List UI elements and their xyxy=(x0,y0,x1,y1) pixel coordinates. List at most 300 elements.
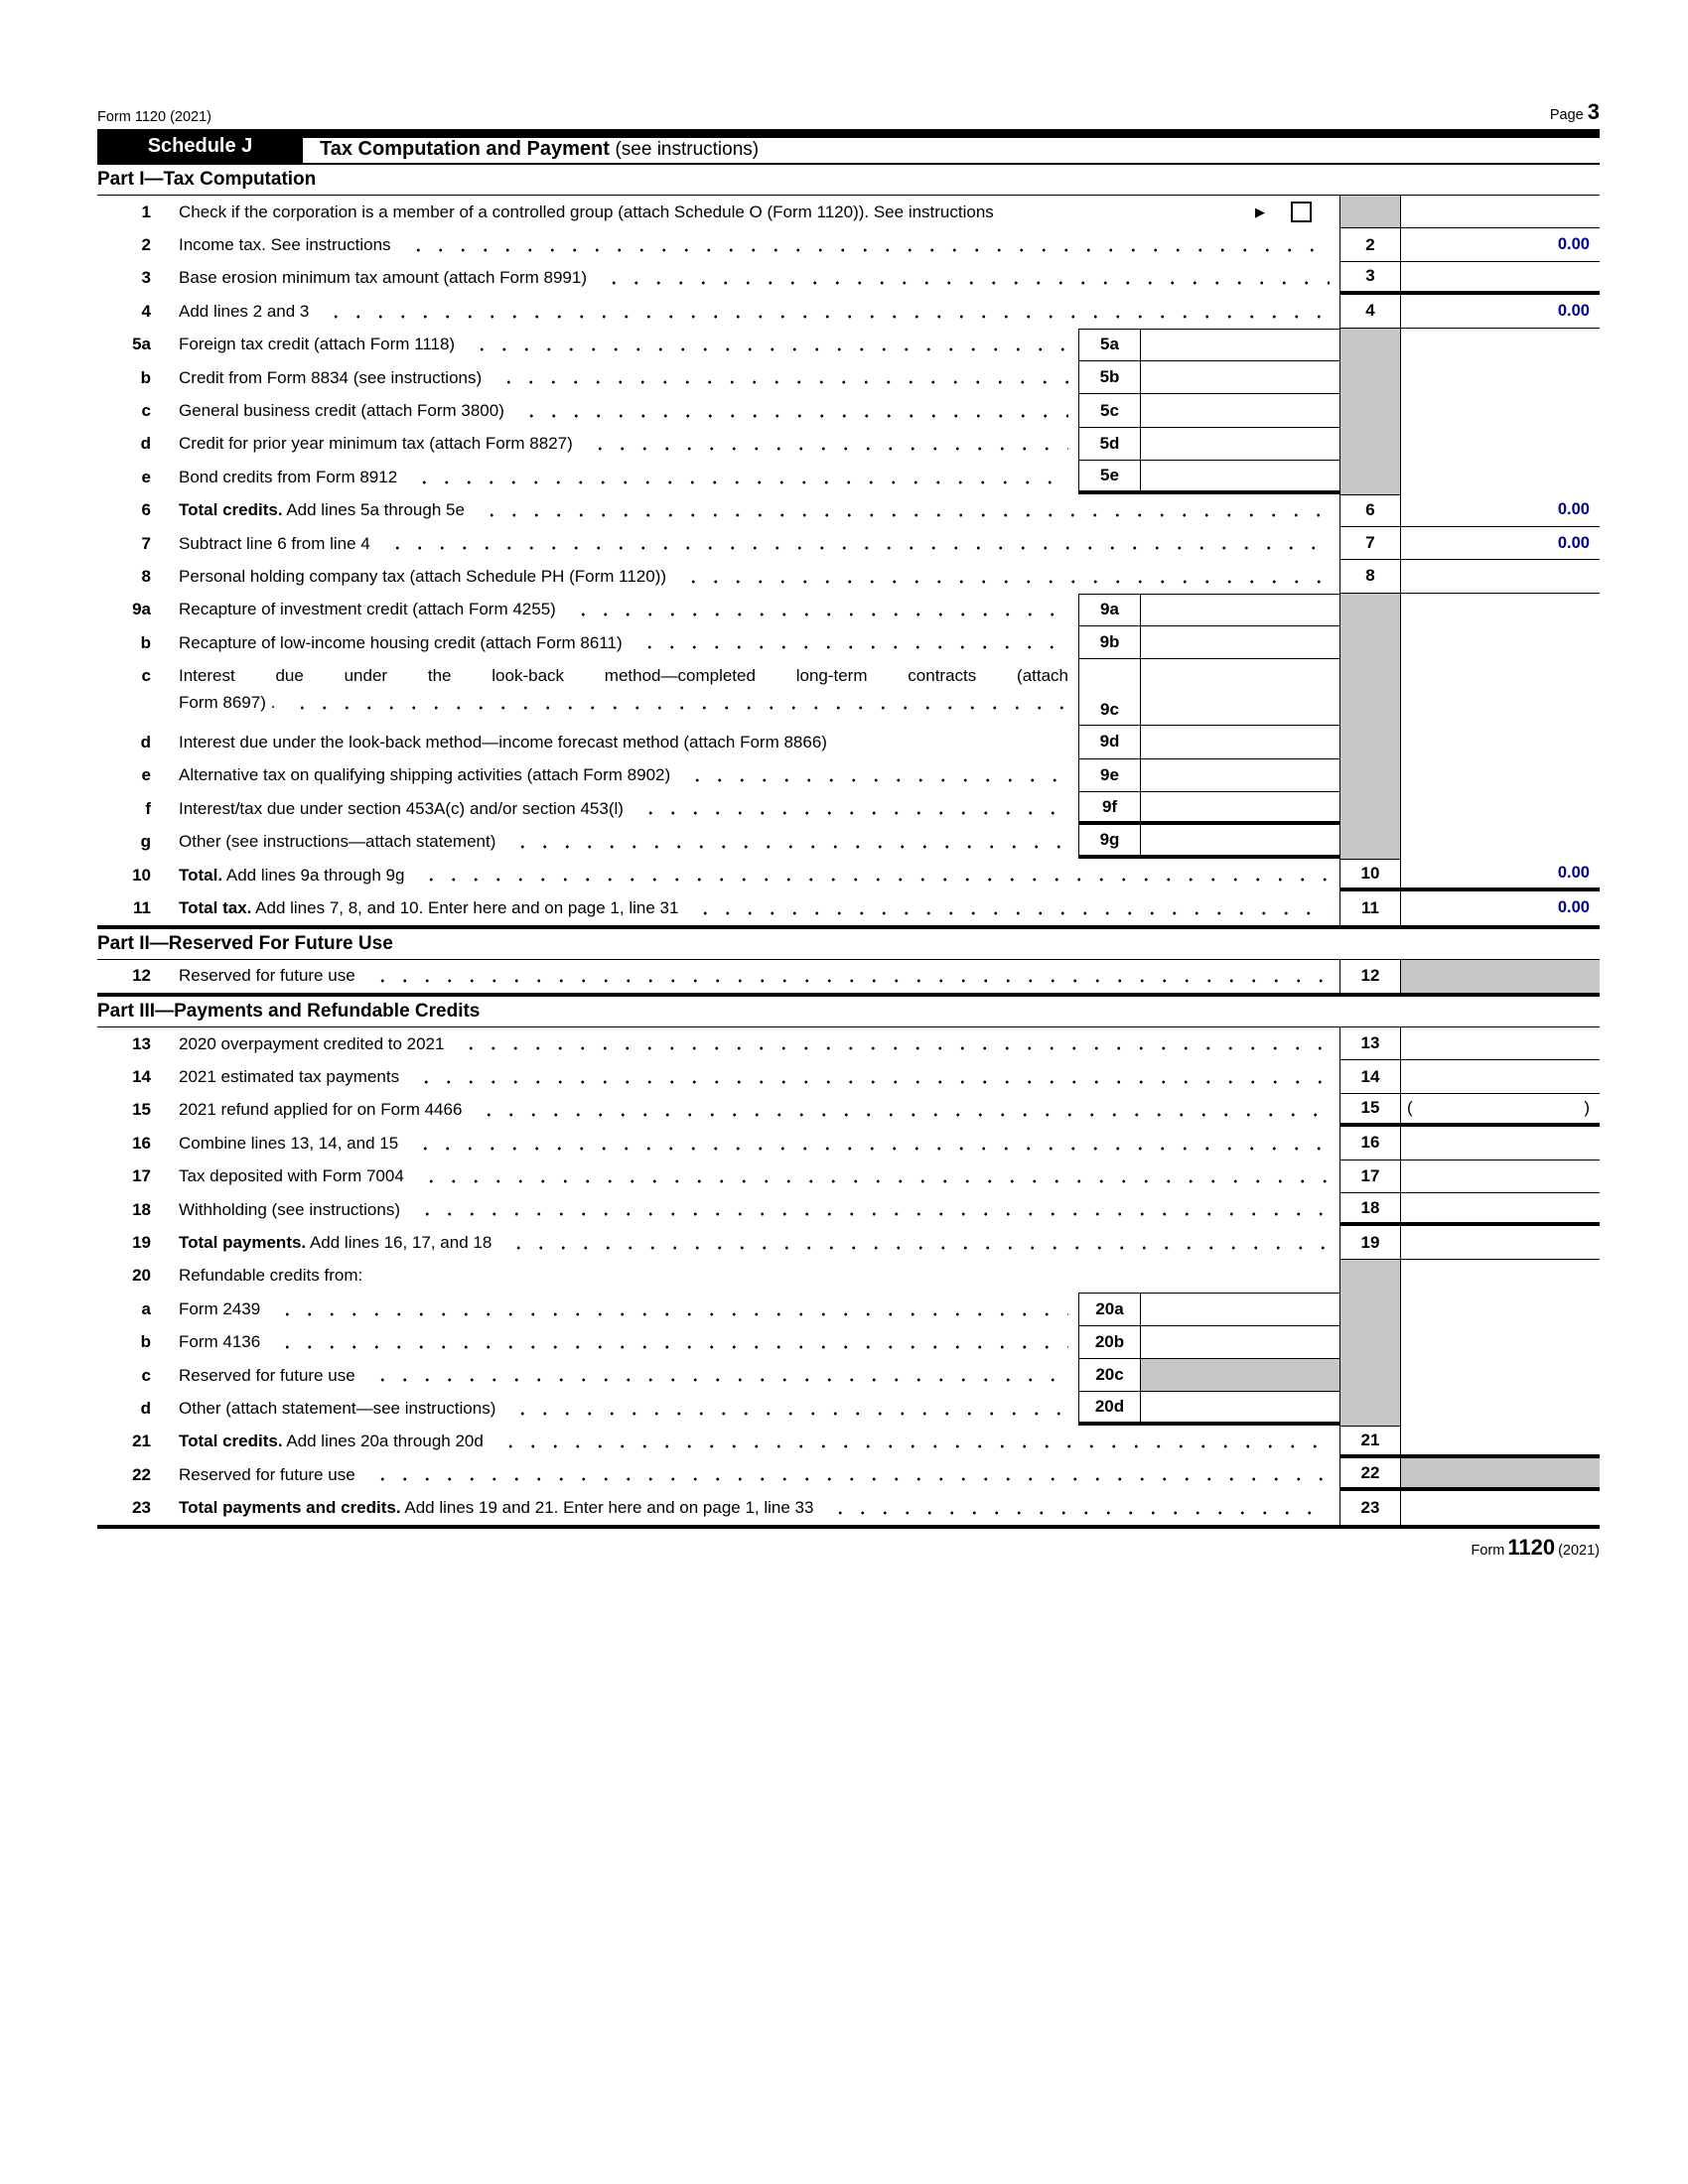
line-number-box: 3 xyxy=(1339,262,1401,295)
line-label xyxy=(179,1134,398,1154)
sub-amount-field[interactable] xyxy=(1141,1326,1339,1359)
line-number-box xyxy=(1339,726,1401,758)
dot-leader xyxy=(633,811,1068,815)
form-row-5a xyxy=(97,329,1600,361)
line-label-text: Bond credits from Form 8912 xyxy=(179,467,398,486)
dot-leader xyxy=(365,979,1330,983)
sub-amount-field[interactable] xyxy=(1141,726,1339,758)
amount-field xyxy=(1401,428,1600,461)
amount-field[interactable] xyxy=(1401,1060,1600,1093)
amount-field[interactable] xyxy=(1401,527,1600,560)
line-number-box xyxy=(1339,428,1401,461)
line-number-box: 21 xyxy=(1339,1426,1401,1458)
line-label-bold: Total tax. xyxy=(179,897,252,917)
sub-amount-field[interactable] xyxy=(1141,594,1339,626)
line-number-box: 17 xyxy=(1339,1160,1401,1193)
line-label xyxy=(179,898,678,918)
line-label-text: Tax deposited with Form 7004 xyxy=(179,1166,404,1186)
amount-field[interactable] xyxy=(1401,228,1600,261)
amount-field[interactable] xyxy=(1401,1426,1600,1458)
line-label-area xyxy=(151,1392,1078,1425)
line-label-area xyxy=(151,1426,1339,1458)
line-label-area xyxy=(151,626,1078,659)
dot-leader xyxy=(505,845,1068,849)
sub-line-number-box: 9f xyxy=(1078,792,1141,825)
line-number: f xyxy=(145,798,151,818)
sub-line-number-box: 9e xyxy=(1078,759,1141,792)
form-row-20b xyxy=(97,1326,1600,1359)
line-number: b xyxy=(140,632,151,652)
line-number: 3 xyxy=(141,268,151,288)
line-number: 18 xyxy=(132,1199,151,1219)
line-number: 5a xyxy=(132,335,151,354)
line-number-box: 10 xyxy=(1339,859,1401,891)
form-content xyxy=(97,95,1600,1561)
sub-amount-field[interactable] xyxy=(1141,1293,1339,1325)
line-number-box xyxy=(1339,825,1401,858)
amount-field xyxy=(1401,792,1600,825)
form-row-6 xyxy=(97,494,1600,527)
sub-amount-field[interactable] xyxy=(1141,792,1339,825)
dot-leader xyxy=(365,1477,1330,1481)
amount-field[interactable] xyxy=(1401,262,1600,295)
line-number: b xyxy=(140,1332,151,1352)
form-row-1 xyxy=(97,196,1600,228)
page-number: Page 3 xyxy=(1549,99,1600,124)
form-row-22 xyxy=(97,1458,1600,1491)
line-label-bold: Total payments. xyxy=(179,1233,307,1253)
line-label xyxy=(179,1233,492,1253)
dot-leader xyxy=(414,1179,1330,1183)
amount-value: 0.00 xyxy=(1557,533,1590,552)
sub-amount-field[interactable] xyxy=(1141,394,1339,427)
line-label-text: Base erosion minimum tax amount (attach Form 8991) xyxy=(179,268,588,288)
sub-amount-field[interactable] xyxy=(1141,659,1339,726)
amount-value: 0.00 xyxy=(1557,235,1590,254)
footer-form-number: 1120 xyxy=(1507,1534,1556,1560)
form-row-2 xyxy=(97,228,1600,261)
line-number: 8 xyxy=(141,566,151,586)
line-label-text: Add lines 16, 17, and 18 xyxy=(306,1233,492,1253)
part-heading: Part III—Payments and Refundable Credits xyxy=(97,997,1600,1027)
line-number-box xyxy=(1339,1326,1401,1359)
amount-value: 0.00 xyxy=(1557,898,1590,917)
line-number-box: 16 xyxy=(1339,1127,1401,1160)
form-id-label: Form 1120 (2021) xyxy=(97,109,211,125)
part-heading: Part II—Reserved For Future Use xyxy=(97,929,1600,960)
amount-field[interactable] xyxy=(1401,1226,1600,1259)
dot-leader xyxy=(285,706,1068,710)
dot-leader xyxy=(493,1444,1330,1448)
form-row-14 xyxy=(97,1060,1600,1093)
amount-field xyxy=(1401,594,1600,626)
line-label xyxy=(179,1166,404,1186)
dot-leader xyxy=(633,645,1068,649)
form-row-5d xyxy=(97,428,1600,461)
pointer-icon: ▶ xyxy=(1255,204,1265,219)
line-label-text: Other (attach statement—see instructions) xyxy=(179,1398,496,1418)
line-label-text: 2021 refund applied for on Form 4466 xyxy=(179,1100,463,1120)
amount-field xyxy=(1401,394,1600,427)
line-label-text: Credit for prior year minimum tax (attach Form 8827) xyxy=(179,434,573,454)
line-number: 19 xyxy=(132,1233,151,1253)
line-label-area xyxy=(151,1359,1078,1392)
line-label-continued xyxy=(179,686,1078,719)
amount-value: 0.00 xyxy=(1557,500,1590,519)
line-label-area xyxy=(151,560,1339,593)
amount-field xyxy=(1401,726,1600,758)
line-label-area xyxy=(151,891,1339,924)
line-number-box: 13 xyxy=(1339,1027,1401,1060)
line-number-box: 8 xyxy=(1339,560,1401,593)
amount-field xyxy=(1401,1326,1600,1359)
line-label-text: 2020 overpayment credited to 2021 xyxy=(179,1033,445,1053)
line-label xyxy=(179,500,465,520)
line-label xyxy=(179,1034,444,1054)
dot-leader xyxy=(583,447,1068,451)
line-label-area xyxy=(151,1326,1078,1359)
line-label-area xyxy=(151,1226,1339,1259)
line-number: 21 xyxy=(132,1432,151,1451)
form-row-8 xyxy=(97,560,1600,593)
line-label-area xyxy=(151,1127,1339,1160)
dot-leader xyxy=(501,1246,1330,1250)
line-label-area xyxy=(151,594,1078,626)
sub-line-number-box: 20a xyxy=(1078,1293,1141,1325)
sub-line-number-box: 9a xyxy=(1078,594,1141,626)
amount-field xyxy=(1401,196,1600,228)
line-label xyxy=(179,368,482,388)
amount-field xyxy=(1401,825,1600,858)
line-label-text: Alternative tax on qualifying shipping activities (attach Form 8902) xyxy=(179,765,671,785)
line-number: 9a xyxy=(132,600,151,619)
amount-field[interactable] xyxy=(1401,494,1600,527)
sub-line-number-box: 9b xyxy=(1078,626,1141,659)
line-label xyxy=(179,966,355,986)
dot-leader xyxy=(408,1147,1330,1151)
line-label xyxy=(179,1266,362,1286)
line-number: d xyxy=(140,434,151,454)
line-label-text: Withholding (see instructions) xyxy=(179,1199,400,1219)
sub-line-number-box: 5d xyxy=(1078,428,1141,461)
sub-amount-field[interactable] xyxy=(1141,1392,1339,1425)
line-label-text: Reserved for future use xyxy=(179,1464,355,1484)
line-label xyxy=(179,765,670,785)
form-row-21 xyxy=(97,1426,1600,1458)
line-label-bold: Total credits. xyxy=(179,1432,283,1451)
line-label-area xyxy=(151,461,1078,493)
dot-leader xyxy=(680,778,1068,782)
line-number: 16 xyxy=(132,1133,151,1153)
amount-field[interactable] xyxy=(1401,1027,1600,1060)
line-number: e xyxy=(141,467,151,486)
schedule-name: Schedule J xyxy=(97,129,303,163)
line-number-box xyxy=(1339,1293,1401,1325)
line-label-area xyxy=(151,329,1078,361)
paren-close: ) xyxy=(1584,1098,1590,1118)
line-label-text: Combine lines 13, 14, and 15 xyxy=(179,1133,399,1153)
amount-field[interactable] xyxy=(1401,560,1600,593)
line-label-text: Foreign tax credit (attach Form 1118) xyxy=(179,335,456,354)
dot-leader xyxy=(401,248,1330,252)
sub-line-number-box: 9d xyxy=(1078,726,1141,758)
dot-leader xyxy=(492,380,1068,384)
line-number-box xyxy=(1339,792,1401,825)
dot-leader xyxy=(410,1212,1330,1216)
line-label xyxy=(179,1366,355,1386)
form-row-3 xyxy=(97,262,1600,295)
dot-leader xyxy=(465,347,1068,351)
line-label-area xyxy=(151,1160,1339,1193)
line-label-text: Reserved for future use xyxy=(179,966,355,986)
line-label-area xyxy=(151,1458,1339,1491)
line-number: 17 xyxy=(132,1166,151,1186)
line-label xyxy=(179,1498,813,1518)
paren-open: ( xyxy=(1407,1098,1413,1118)
amount-field[interactable] xyxy=(1401,1491,1600,1524)
line-label xyxy=(179,799,624,819)
amount-field[interactable] xyxy=(1401,1094,1600,1127)
amount-field[interactable] xyxy=(1401,1127,1600,1160)
line-label-area xyxy=(151,792,1078,825)
line-label xyxy=(179,203,994,222)
sub-amount-field[interactable] xyxy=(1141,626,1339,659)
line-number: c xyxy=(141,1365,151,1385)
form-row-9d xyxy=(97,726,1600,758)
line-number: 20 xyxy=(132,1266,151,1286)
line-label-text: Form 2439 xyxy=(179,1298,261,1318)
line-number-box: 7 xyxy=(1339,527,1401,560)
line-number-box xyxy=(1339,196,1401,228)
sub-line-number-box: 5c xyxy=(1078,394,1141,427)
line-label-bold: Total payments and credits. xyxy=(179,1498,401,1518)
form-row-9f xyxy=(97,792,1600,825)
form-row-23 xyxy=(97,1491,1600,1524)
form-row-11 xyxy=(97,891,1600,924)
bottom-rule xyxy=(97,1525,1600,1529)
line-number-box xyxy=(1339,1392,1401,1425)
line-number: c xyxy=(141,666,151,686)
line-number-box: 19 xyxy=(1339,1226,1401,1259)
line-label xyxy=(179,434,573,454)
part-heading: Part I—Tax Computation xyxy=(97,165,1600,196)
line-number-box xyxy=(1339,329,1401,361)
line-number: 6 xyxy=(141,500,151,520)
line-label-area xyxy=(151,825,1078,858)
sub-line-number-box: 5e xyxy=(1078,461,1141,493)
line-label-area xyxy=(151,960,1339,993)
line-label xyxy=(179,866,404,886)
line-label xyxy=(179,302,309,322)
amount-field xyxy=(1401,1359,1600,1392)
form-row-5e xyxy=(97,461,1600,493)
line-number-box xyxy=(1339,394,1401,427)
line-label xyxy=(179,1067,399,1087)
line-label-area xyxy=(151,361,1078,394)
line-label-text: Add lines 20a through 20d xyxy=(282,1432,484,1451)
amount-value: 0.00 xyxy=(1557,864,1590,883)
schedule-title-area xyxy=(303,129,1600,163)
amount-field[interactable] xyxy=(1401,960,1600,993)
line-number-box: 22 xyxy=(1339,1458,1401,1491)
form-row-12 xyxy=(97,960,1600,993)
schedule-title: Tax Computation and Payment (see instructions) xyxy=(320,138,760,160)
schedule-body xyxy=(97,165,1600,1525)
form-row-9g xyxy=(97,825,1600,858)
line-label-text: Subtract line 6 from line 4 xyxy=(179,533,370,553)
form-row-9a xyxy=(97,594,1600,626)
amount-field[interactable] xyxy=(1401,891,1600,924)
controlled-group-checkbox[interactable] xyxy=(1291,202,1312,222)
line-label xyxy=(179,468,397,487)
line-number-box: 2 xyxy=(1339,228,1401,261)
line-label: Interest due under the look-back method—completed long-term contracts (attach xyxy=(179,666,1068,686)
line-label-text: Recapture of investment credit (attach Form 4255) xyxy=(179,600,556,619)
line-label-text: Reserved for future use xyxy=(179,1365,355,1385)
line-number: 13 xyxy=(132,1033,151,1053)
line-label-area xyxy=(151,1260,1339,1293)
line-number-box: 15 xyxy=(1339,1094,1401,1127)
line-label-text: Personal holding company tax (attach Schedule PH (Form 1120)) xyxy=(179,566,667,586)
sub-amount-field[interactable] xyxy=(1141,825,1339,858)
amount-field xyxy=(1401,659,1600,726)
amount-field xyxy=(1401,461,1600,493)
line-number: 15 xyxy=(132,1100,151,1120)
form-row-20a xyxy=(97,1293,1600,1325)
dot-leader xyxy=(505,1412,1068,1416)
line-label-area xyxy=(151,228,1339,261)
line-label-text: Recapture of low-income housing credit (attach Form 8611) xyxy=(179,632,623,652)
line-label-text: General business credit (attach Form 3800) xyxy=(179,401,504,421)
sub-line-number-box: 5a xyxy=(1078,329,1141,361)
amount-field[interactable] xyxy=(1401,1160,1600,1193)
line-label-area xyxy=(151,262,1339,295)
line-label xyxy=(179,534,370,554)
line-number-box xyxy=(1339,759,1401,792)
line-number-box: 18 xyxy=(1339,1193,1401,1226)
dot-leader xyxy=(472,1113,1330,1117)
form-row-20c xyxy=(97,1359,1600,1392)
dot-leader xyxy=(270,1345,1068,1349)
form-row-10 xyxy=(97,859,1600,891)
line-label-text: Form 4136 xyxy=(179,1332,261,1352)
line-label-bold: Total. xyxy=(179,865,223,885)
form-row-4 xyxy=(97,295,1600,328)
sub-amount-field[interactable] xyxy=(1141,428,1339,461)
amount-field xyxy=(1401,1293,1600,1325)
line-label-area xyxy=(151,1094,1339,1127)
line-label-area xyxy=(151,1293,1078,1325)
sub-line-number-box: 20d xyxy=(1078,1392,1141,1425)
line-label-area xyxy=(151,1193,1339,1226)
line-label-text: Add lines 5a through 5e xyxy=(282,500,465,520)
line-label-area xyxy=(151,726,1078,758)
amount-field[interactable] xyxy=(1401,859,1600,891)
line-number-box: 4 xyxy=(1339,295,1401,328)
amount-field[interactable] xyxy=(1401,1193,1600,1226)
line-number: 10 xyxy=(132,865,151,885)
line-label xyxy=(179,567,666,587)
line-label-text: Income tax. See instructions xyxy=(179,235,391,255)
sub-amount-field[interactable] xyxy=(1141,461,1339,493)
line-label-text: Other (see instructions—attach statement) xyxy=(179,832,496,852)
sub-line-number-box: 9c xyxy=(1078,659,1141,726)
form-row-19 xyxy=(97,1226,1600,1259)
line-label xyxy=(179,633,623,653)
line-label-text: Add lines 9a through 9g xyxy=(222,865,405,885)
footer-form-year: (2021) xyxy=(1558,1542,1600,1559)
form-row-9c xyxy=(97,659,1600,726)
line-label xyxy=(179,1432,484,1451)
dot-leader xyxy=(380,546,1330,550)
line-label-text: Check if the corporation is a member of a controlled group (attach Schedule O (Form 1120)). See instructions xyxy=(179,202,994,221)
line-label xyxy=(179,733,827,752)
line-label xyxy=(179,235,391,255)
line-number: 14 xyxy=(132,1067,151,1087)
line-number-box xyxy=(1339,361,1401,394)
line-number: d xyxy=(140,732,151,751)
line-number-box xyxy=(1339,1260,1401,1293)
form-row-9b xyxy=(97,626,1600,659)
line-label-area xyxy=(151,196,1339,228)
form-row-13 xyxy=(97,1027,1600,1060)
line-label xyxy=(179,1399,495,1419)
line-label-text: Interest due under the look-back method—income forecast method (attach Form 8866) xyxy=(179,732,827,751)
sub-amount-field[interactable] xyxy=(1141,1359,1339,1392)
line-label xyxy=(179,401,504,421)
page-header xyxy=(97,95,1600,125)
line-label-text: Add lines 7, 8, and 10. Enter here and on page 1, line 31 xyxy=(251,897,679,917)
form-row-18 xyxy=(97,1193,1600,1226)
page-footer xyxy=(97,1535,1600,1561)
line-number: a xyxy=(141,1298,151,1318)
line-label-text: 2021 estimated tax payments xyxy=(179,1067,400,1087)
line-number-box: 6 xyxy=(1339,494,1401,527)
line-label-area xyxy=(151,494,1339,527)
line-label xyxy=(179,335,455,354)
form-row-5c xyxy=(97,394,1600,427)
line-number-box xyxy=(1339,626,1401,659)
form-row-5b xyxy=(97,361,1600,394)
sub-amount-field[interactable] xyxy=(1141,759,1339,792)
line-number-box xyxy=(1339,659,1401,726)
sub-line-number-box: 20c xyxy=(1078,1359,1141,1392)
dot-leader xyxy=(365,1378,1068,1382)
amount-field[interactable] xyxy=(1401,295,1600,328)
line-number-box: 11 xyxy=(1339,891,1401,924)
line-number: d xyxy=(140,1398,151,1418)
line-label xyxy=(179,600,556,619)
line-number-box xyxy=(1339,1359,1401,1392)
schedule-header-bar xyxy=(97,129,1600,165)
line-number: b xyxy=(140,367,151,387)
line-label xyxy=(179,1100,462,1120)
dot-leader xyxy=(688,911,1330,915)
line-label-area xyxy=(151,1027,1339,1060)
dot-leader xyxy=(514,414,1068,418)
line-label-text: Interest/tax due under section 453A(c) and/or section 453(l) xyxy=(179,798,624,818)
sub-amount-field[interactable] xyxy=(1141,361,1339,394)
line-number: 7 xyxy=(141,533,151,553)
form-row-15 xyxy=(97,1094,1600,1127)
amount-field xyxy=(1401,329,1600,361)
line-number-box: 23 xyxy=(1339,1491,1401,1524)
sub-amount-field[interactable] xyxy=(1141,329,1339,361)
dot-leader xyxy=(475,513,1330,517)
amount-field[interactable] xyxy=(1401,1458,1600,1491)
black-strip xyxy=(303,129,1600,138)
sub-line-number-box: 5b xyxy=(1078,361,1141,394)
